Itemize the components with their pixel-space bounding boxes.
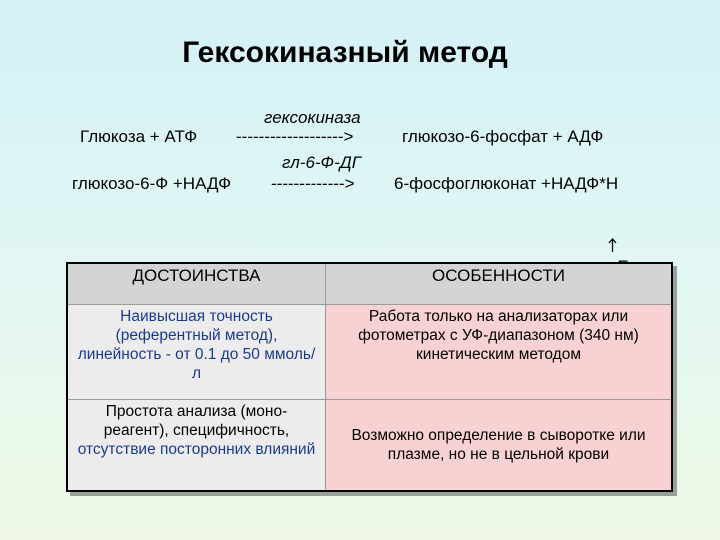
advantage-cell xyxy=(67,400,326,492)
page-title: Гексокиназный метод xyxy=(182,36,508,69)
reaction2-arrow: -------------> xyxy=(271,174,355,193)
feature-cell: Работа только на анализаторах или фотометрах с УФ-диапазоном (340 нм) кинетическим методом xyxy=(326,305,673,400)
table-header-row xyxy=(67,263,672,305)
header-features: ОСОБЕННОСТИ xyxy=(326,263,673,305)
reaction1-products: глюкозо-6-фосфат + АДФ xyxy=(402,127,604,146)
advantage-cell: Наивысшая точность (референтный метод), линейность - от 0.1 до 50 ммоль/л xyxy=(67,305,326,400)
header-advantages: ДОСТОИНСТВА xyxy=(67,263,326,305)
advantage-text-highlight: отсутствие посторонних влияний xyxy=(77,441,316,458)
table-row xyxy=(67,400,672,492)
reaction1-arrow: -------------------> xyxy=(236,127,354,146)
reaction2-products: 6-фосфоглюконат +НАДФ*Н xyxy=(394,174,619,193)
reaction2-substrates: глюкозо-6-Ф +НАДФ xyxy=(72,174,232,193)
reaction1-substrates: Глюкоза + АТФ xyxy=(80,127,198,146)
feature-cell: Возможно определение в сыворотке или плазме, но не в цельной крови xyxy=(326,400,673,492)
reaction2-enzyme: гл-6-Ф-ДГ xyxy=(282,153,361,172)
advantage-text: Простота анализа (моно-реагент), специфичность, xyxy=(103,403,290,439)
table-row xyxy=(67,305,672,400)
reaction1-enzyme: гексокиназа xyxy=(264,108,361,127)
comparison-table xyxy=(66,262,673,492)
